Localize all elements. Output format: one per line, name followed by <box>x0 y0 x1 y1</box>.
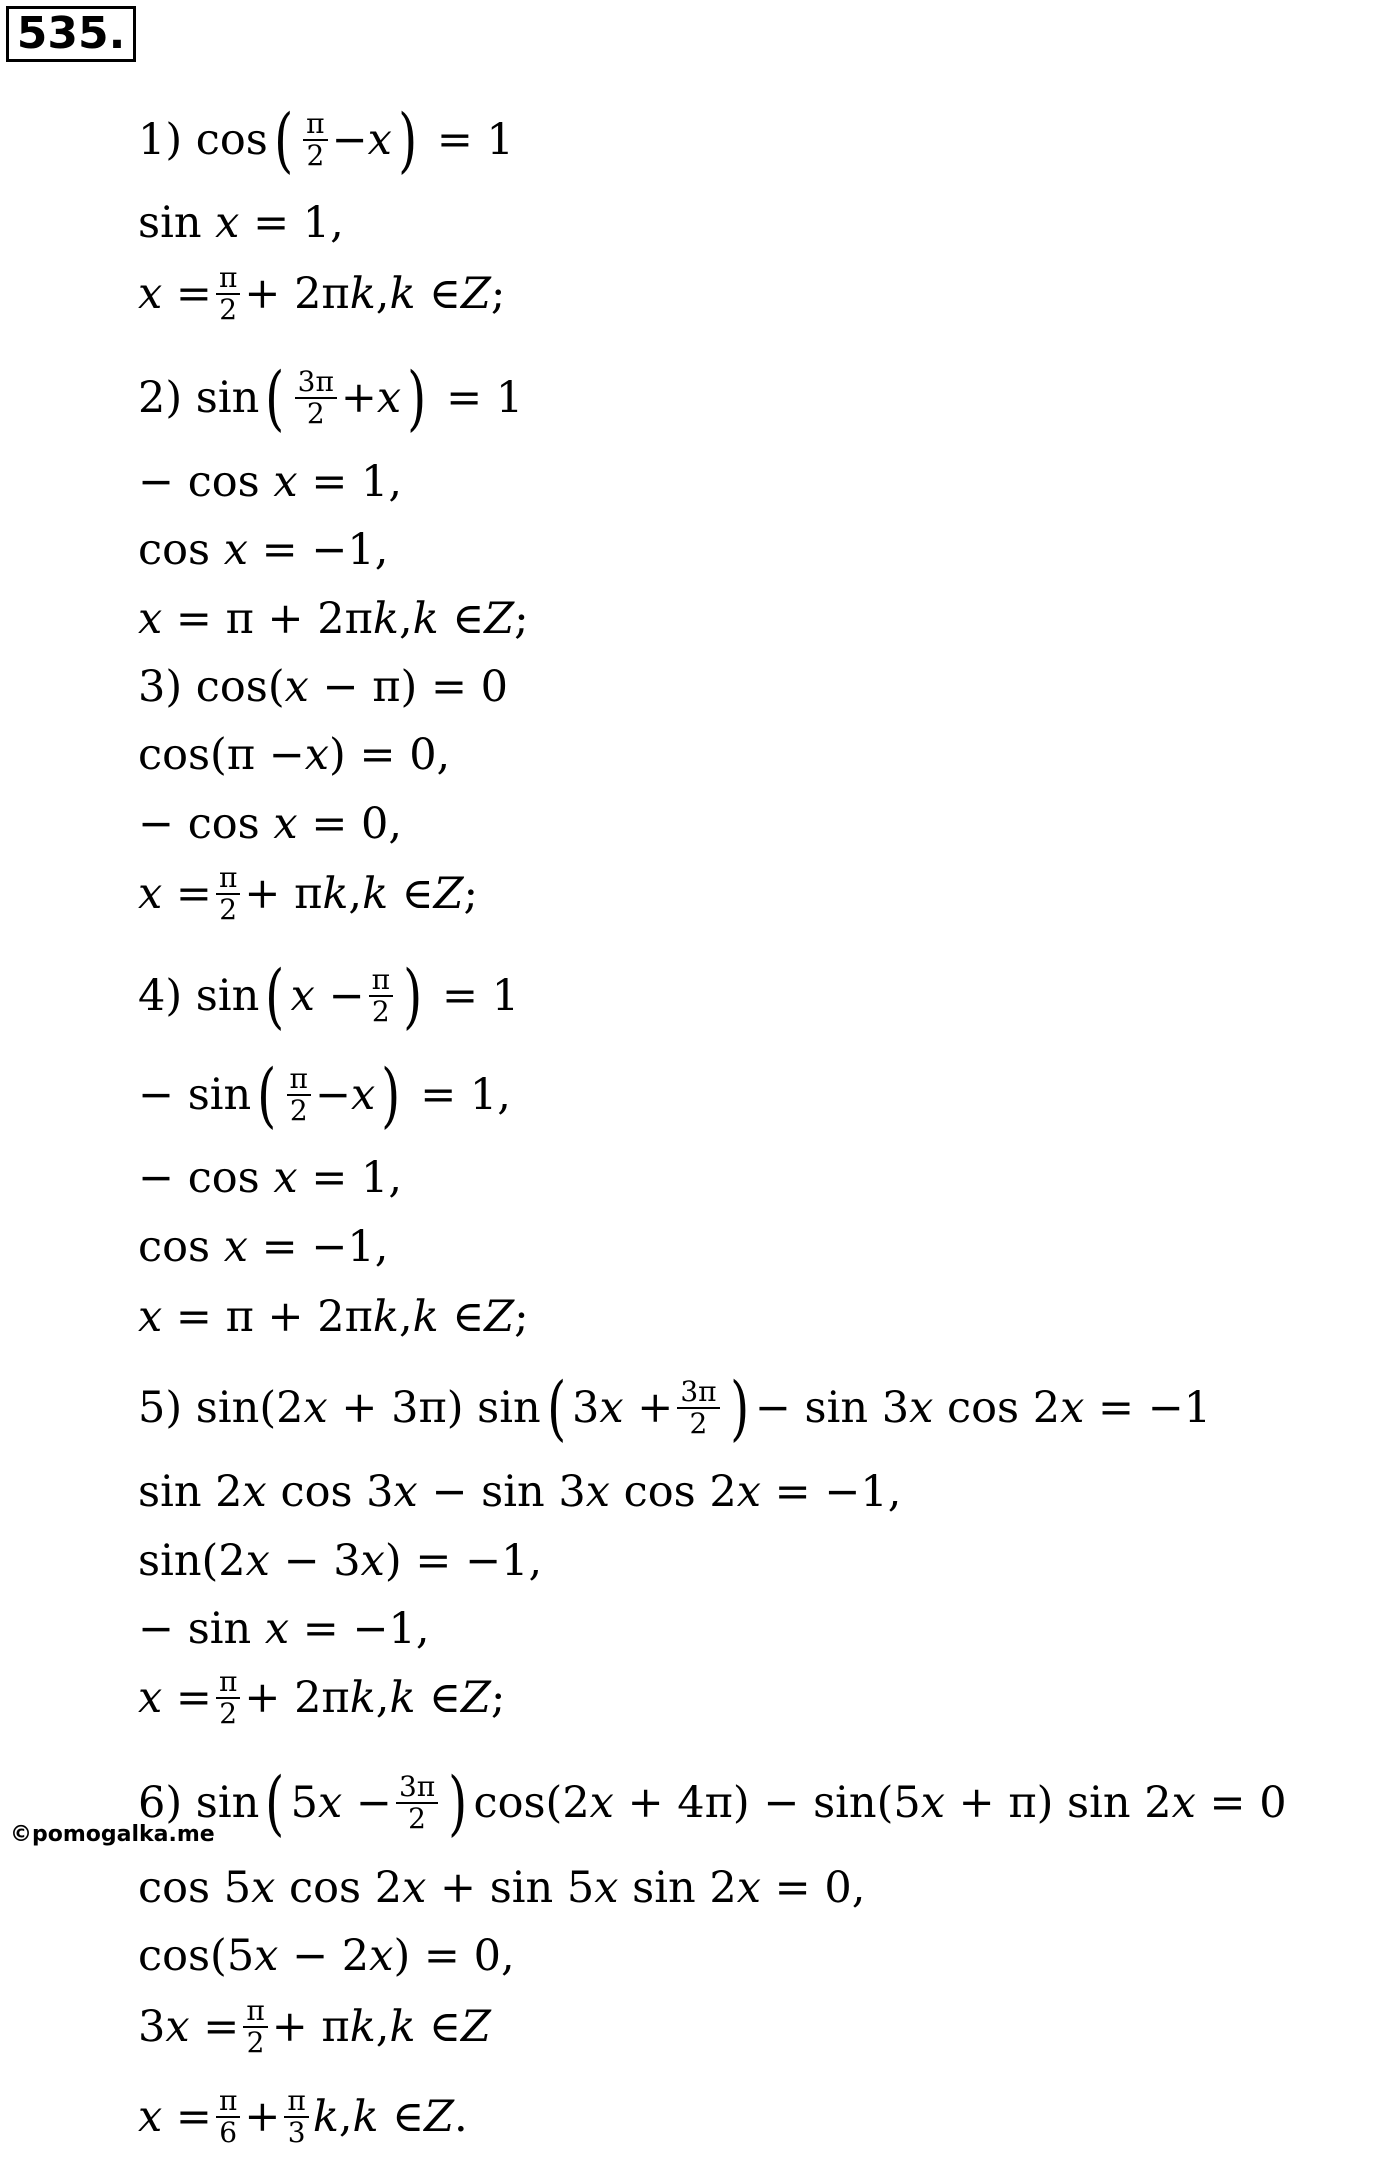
line-16: x = π + 2π k , k ∈ Z ; <box>138 1292 529 1342</box>
line-24: cos(5 x − 2 x ) = 0, <box>138 1931 515 1981</box>
line-20: − sin x = −1, <box>138 1604 430 1654</box>
line-1: 1) cos ( $\frac{\pi}{2}$ − x ) = 1 <box>138 99 514 181</box>
line-9: cos(π − x ) = 0, <box>138 730 451 780</box>
line-5: − cos x = 1, <box>138 457 403 507</box>
line-12: 4) sin ( x − $\frac{\pi}{2}$ ) = 1 <box>138 955 520 1037</box>
line-6: cos x = −1, <box>138 525 389 575</box>
line-10: − cos x = 0, <box>138 799 403 849</box>
line-17: 5) sin(2 x + 3π) sin ( 3 x + $\frac{3\pi}{2}$ ) − sin 3 x cos 2 x = −1 <box>138 1367 1212 1449</box>
line-21: x = $\frac{\pi}{2}$ + 2π k , k ∈ Z ; <box>138 1665 506 1730</box>
line-4: 2) sin ( $\frac{3\pi}{2}$ + x ) = 1 <box>138 357 524 439</box>
line-15: cos x = −1, <box>138 1222 389 1272</box>
line-13: − sin ( $\frac{\pi}{2}$ − x ) = 1, <box>138 1054 511 1136</box>
watermark: ©pomogalka.me <box>10 1822 215 1847</box>
line-7: x = π + 2π k , k ∈ Z ; <box>138 594 529 644</box>
line-3: x = $\frac{\pi}{2}$ + 2π k , k ∈ Z ; <box>138 261 506 326</box>
line-22: 6) sin ( 5 x − $\frac{3\pi}{2}$ ) cos(2 x + 4π) − sin(5 x + π) sin 2 x = 0 <box>138 1762 1287 1844</box>
problem-number: 535. <box>6 6 136 62</box>
line-2: sin x = 1, <box>138 198 344 248</box>
line-25: 3 x = $\frac{\pi}{2}$ + π k , k ∈ Z <box>138 1994 491 2059</box>
line-11: x = $\frac{\pi}{2}$ + π k , k ∈ Z ; <box>138 861 479 926</box>
line-8: 3) cos( x − π) = 0 <box>138 662 509 712</box>
line-26: x = $\frac{\pi}{6}$ + $\frac{\pi}{3}$ k , k ∈ Z . <box>138 2084 468 2149</box>
line-18: sin 2 x cos 3 x − sin 3 x cos 2 x = −1, <box>138 1467 902 1517</box>
line-23: cos 5 x cos 2 x + sin 5 x sin 2 x = 0, <box>138 1863 866 1913</box>
line-14: − cos x = 1, <box>138 1153 403 1203</box>
line-19: sin(2 x − 3 x ) = −1, <box>138 1536 543 1586</box>
